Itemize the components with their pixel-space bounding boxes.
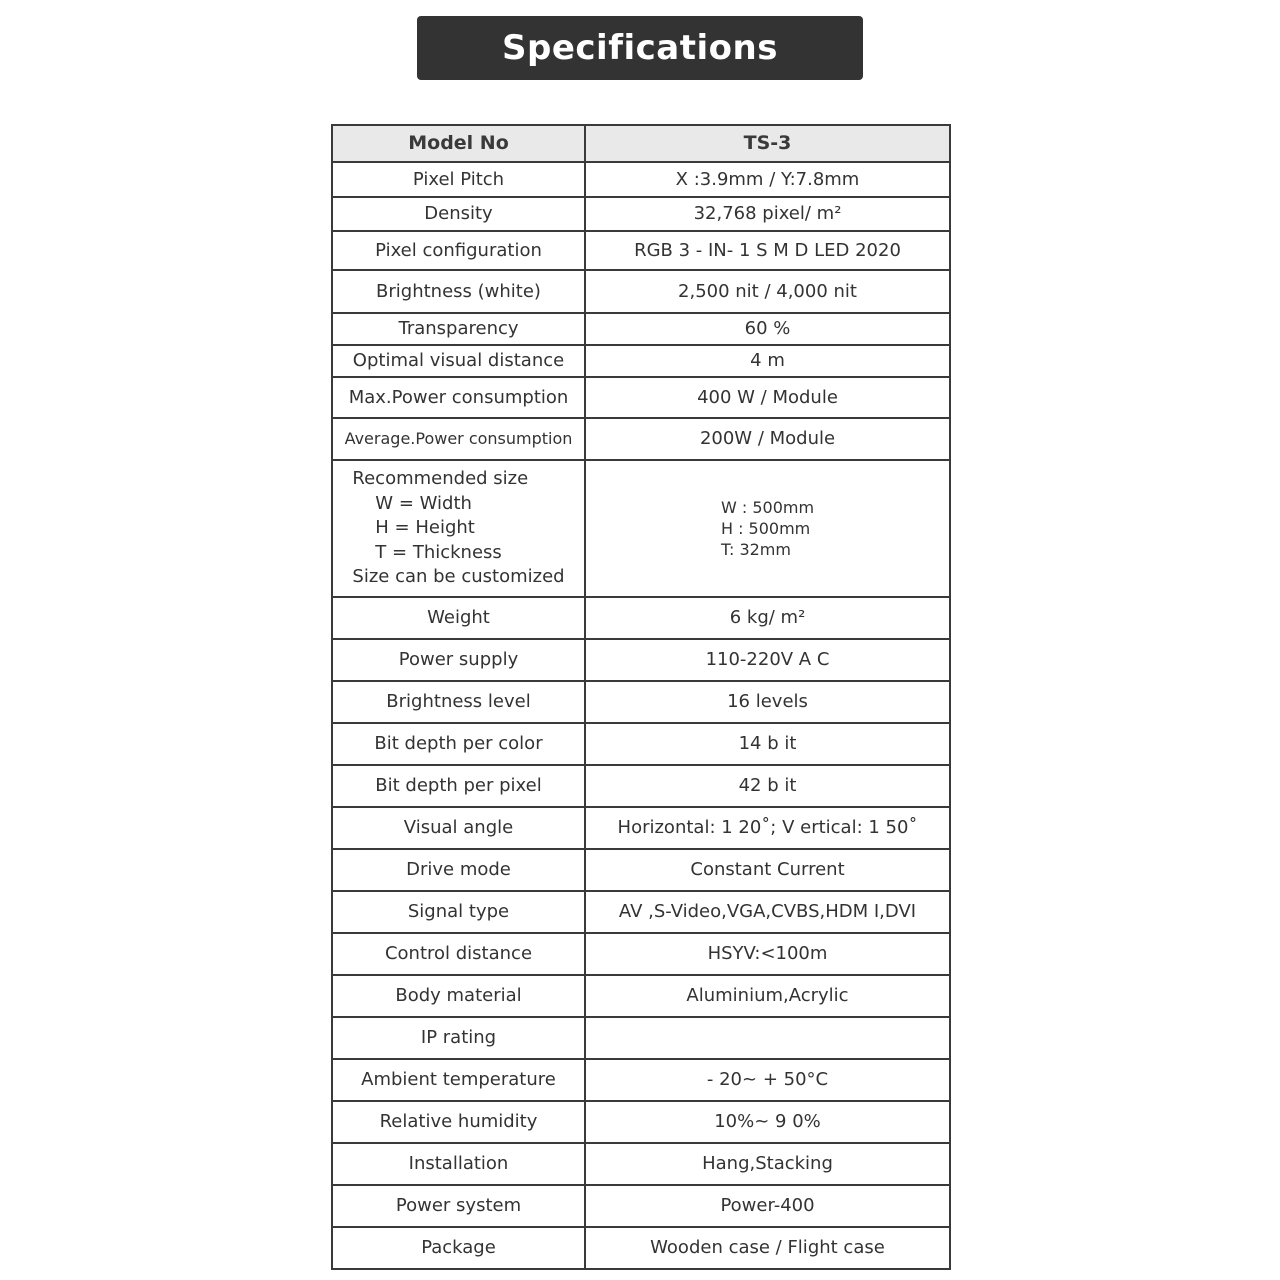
size-label-line: W = Width — [375, 492, 472, 514]
table-row — [332, 345, 950, 377]
spec-label: Relative humidity — [332, 1101, 585, 1143]
table-row — [332, 807, 950, 849]
spec-value: RGB 3 - IN- 1 S M D LED 2020 — [585, 231, 950, 270]
size-label-line: Size can be customized — [352, 566, 565, 588]
spec-label: Control distance — [332, 933, 585, 975]
recommended-size-value — [721, 497, 814, 561]
table-row — [332, 891, 950, 933]
spec-label: Drive mode — [332, 849, 585, 891]
spec-label: Weight — [332, 597, 585, 639]
spec-value: 400 W / Module — [585, 377, 950, 418]
spec-label: Pixel Pitch — [332, 162, 585, 197]
table-row — [332, 723, 950, 765]
spec-value: 60 % — [585, 313, 950, 345]
spec-value: 110-220V A C — [585, 639, 950, 681]
table-row — [332, 1017, 950, 1059]
table-row — [332, 270, 950, 313]
size-label-line — [352, 517, 375, 538]
specifications-table — [331, 124, 951, 1270]
table-row — [332, 313, 950, 345]
spec-label: Installation — [332, 1143, 585, 1185]
spec-label: Ambient temperature — [332, 1059, 585, 1101]
table-row — [332, 1143, 950, 1185]
spec-label: Density — [332, 197, 585, 231]
spec-label: Brightness level — [332, 681, 585, 723]
size-label-line — [352, 493, 375, 514]
spec-label: Brightness (white) — [332, 270, 585, 313]
title-banner — [417, 16, 863, 80]
spec-value: 32,768 pixel/ m² — [585, 197, 950, 231]
table-header-row — [332, 125, 950, 162]
table-row — [332, 1101, 950, 1143]
spec-value: - 20~ + 50°C — [585, 1059, 950, 1101]
spec-value: 2,500 nit / 4,000 nit — [585, 270, 950, 313]
spec-value: Wooden case / Flight case — [585, 1227, 950, 1269]
spec-value-multiline — [585, 460, 950, 597]
page-title: Specifications — [502, 28, 778, 68]
spec-value: Aluminium,Acrylic — [585, 975, 950, 1017]
table-row — [332, 975, 950, 1017]
spec-value: Constant Current — [585, 849, 950, 891]
table-row — [332, 681, 950, 723]
spec-value: 4 m — [585, 345, 950, 377]
header-value: TS-3 — [585, 125, 950, 162]
table-row — [332, 597, 950, 639]
table-row — [332, 1227, 950, 1269]
size-label-line: H = Height — [375, 517, 475, 539]
size-value-line: W : 500mm — [720, 497, 815, 517]
spec-value: HSYV:<100m — [585, 933, 950, 975]
table-row — [332, 197, 950, 231]
spec-label: Average.Power consumption — [332, 418, 585, 460]
table-row — [332, 849, 950, 891]
table-row — [332, 418, 950, 460]
table-row-recommended-size — [332, 460, 950, 597]
spec-value: 14 b it — [585, 723, 950, 765]
spec-value: 16 levels — [585, 681, 950, 723]
spec-label: Pixel configuration — [332, 231, 585, 270]
spec-label: Package — [332, 1227, 585, 1269]
size-value-line: H : 500mm — [720, 518, 811, 538]
size-value-line: T: 32mm — [720, 540, 791, 560]
spec-label-multiline — [332, 460, 585, 597]
table-row — [332, 639, 950, 681]
table-row — [332, 1059, 950, 1101]
table-row — [332, 231, 950, 270]
table-row — [332, 1185, 950, 1227]
spec-value: 42 b it — [585, 765, 950, 807]
table-row — [332, 162, 950, 197]
spec-value: AV ,S-Video,VGA,CVBS,HDM I,DVI — [585, 891, 950, 933]
spec-label: Bit depth per color — [332, 723, 585, 765]
spec-label: Max.Power consumption — [332, 377, 585, 418]
spec-value: 6 kg/ m² — [585, 597, 950, 639]
size-label-line: T = Thickness — [375, 541, 502, 563]
spec-label: Signal type — [332, 891, 585, 933]
recommended-size-label — [352, 467, 564, 589]
spec-label: IP rating — [332, 1017, 585, 1059]
table-row — [332, 933, 950, 975]
spec-value: Horizontal: 1 20˚; V ertical: 1 50˚ — [585, 807, 950, 849]
spec-label: Visual angle — [332, 807, 585, 849]
table-row — [332, 765, 950, 807]
spec-value: Power-400 — [585, 1185, 950, 1227]
spec-label: Optimal visual distance — [332, 345, 585, 377]
spec-value: 10%~ 9 0% — [585, 1101, 950, 1143]
spec-label: Transparency — [332, 313, 585, 345]
spec-label: Bit depth per pixel — [332, 765, 585, 807]
spec-value: X :3.9mm / Y:7.8mm — [585, 162, 950, 197]
spec-value: Hang,Stacking — [585, 1143, 950, 1185]
spec-label: Power supply — [332, 639, 585, 681]
spec-value: 200W / Module — [585, 418, 950, 460]
size-label-line: Recommended size — [352, 468, 529, 490]
size-label-line — [352, 542, 375, 563]
spec-value — [585, 1017, 950, 1059]
header-label: Model No — [332, 125, 585, 162]
spec-label: Power system — [332, 1185, 585, 1227]
spec-label: Body material — [332, 975, 585, 1017]
table-row — [332, 377, 950, 418]
